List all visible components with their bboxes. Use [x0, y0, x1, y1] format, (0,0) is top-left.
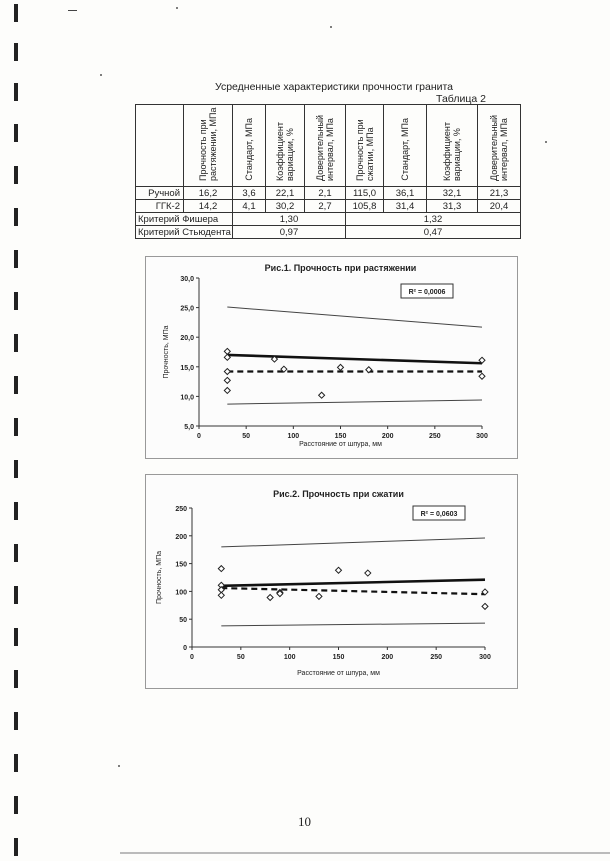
x-tick-label: 250 — [430, 654, 443, 661]
table-cell: 0,97 — [233, 226, 346, 239]
binder-mark — [14, 670, 18, 688]
table-row — [136, 213, 521, 226]
x-tick-label: 50 — [236, 654, 245, 661]
binder-mark — [14, 796, 18, 814]
x-tick-label: 50 — [242, 433, 251, 440]
x-axis-label: Расстояние от шпура, мм — [299, 441, 382, 448]
table-cell: 31,4 — [384, 200, 427, 213]
table-cell: 21,3 — [478, 187, 521, 200]
data-point — [319, 392, 325, 398]
table-caption: Усредненные характеристики прочности гранита — [215, 81, 454, 93]
table-header-cell: Стандарт, МПа — [384, 105, 427, 187]
r2-label: R² = 0,0006 — [408, 289, 446, 296]
scan-speck — [100, 74, 102, 76]
binder-mark — [14, 292, 18, 310]
y-tick-label: 150 — [175, 561, 187, 569]
x-tick-label: 0 — [197, 433, 201, 440]
y-tick-label: 20,0 — [180, 335, 194, 343]
table-cell: 31,3 — [427, 200, 478, 213]
table-header-cell: Доверительный интервал, МПа — [305, 105, 346, 187]
x-tick-label: 150 — [332, 654, 345, 661]
tension-chart — [146, 257, 517, 458]
x-tick-label: 300 — [476, 433, 488, 440]
row-label: ГГК-2 — [136, 200, 184, 213]
binder-mark — [14, 4, 18, 22]
lower-confidence-line — [227, 400, 482, 404]
chart-frame — [145, 474, 518, 689]
y-tick-label: 250 — [175, 506, 187, 513]
upper-confidence-line — [227, 307, 482, 327]
table-number: Таблица 2 — [436, 93, 486, 105]
page-number: 10 — [298, 814, 311, 829]
binder-mark — [14, 166, 18, 184]
table-cell: 36,1 — [384, 187, 427, 200]
strength-table — [135, 104, 521, 239]
x-tick-label: 200 — [381, 654, 394, 661]
table-header-cell: Стандарт, МПа — [233, 105, 266, 187]
x-tick-label: 100 — [287, 433, 300, 440]
table-row — [136, 226, 521, 239]
binder-mark — [14, 754, 18, 772]
binder-mark — [14, 418, 18, 436]
y-axis-label: Прочность, МПа — [163, 325, 170, 379]
table-cell: 14,2 — [184, 200, 233, 213]
r2-label: R² = 0,0603 — [420, 511, 458, 518]
data-point — [365, 570, 371, 576]
y-tick-label: 200 — [175, 533, 187, 541]
binder-mark — [14, 460, 18, 478]
scan-speck — [118, 765, 120, 767]
table-cell: 1,30 — [233, 213, 346, 226]
table-cell: 3,6 — [233, 187, 266, 200]
y-tick-label: 5,0 — [184, 424, 194, 431]
binder-mark — [14, 628, 18, 646]
data-point — [218, 566, 224, 572]
table-cell: 32,1 — [427, 187, 478, 200]
table-header-cell: Коэффициент вариации, % — [427, 105, 478, 187]
row-label: Ручной — [136, 187, 184, 200]
table-cell: 30,2 — [266, 200, 305, 213]
data-point — [479, 373, 485, 379]
mean-trend-line — [221, 580, 485, 586]
table-header-cell: Доверительный интервал, МПа — [478, 105, 521, 187]
data-point — [482, 603, 488, 609]
scan-speck — [176, 7, 178, 9]
y-tick-label: 25,0 — [180, 305, 194, 313]
table-header-row — [136, 105, 521, 187]
binder-mark — [14, 376, 18, 394]
y-tick-label: 30,0 — [180, 276, 194, 283]
table-header-cell: Коэффициент вариации, % — [266, 105, 305, 187]
binder-mark — [14, 43, 18, 61]
y-tick-label: 10,0 — [180, 394, 194, 402]
x-tick-label: 100 — [283, 654, 296, 661]
x-tick-label: 150 — [334, 433, 347, 440]
binder-mark — [14, 544, 18, 562]
row-label: Критерий Стьюдента — [136, 226, 233, 239]
table-cell: 20,4 — [478, 200, 521, 213]
table-cell: 105,8 — [346, 200, 384, 213]
x-tick-label: 200 — [381, 433, 394, 440]
binder-mark — [14, 334, 18, 352]
binder-mark — [14, 838, 18, 856]
data-point — [338, 364, 344, 370]
x-tick-label: 250 — [428, 433, 441, 440]
binder-mark — [14, 586, 18, 604]
chart-title: Рис.1. Прочность при растяжении — [264, 263, 417, 273]
binder-mark — [14, 208, 18, 226]
data-point — [224, 387, 230, 393]
scan-speck — [330, 26, 332, 28]
table-cell: 0,47 — [346, 226, 521, 239]
binder-mark — [14, 83, 18, 101]
binder-mark — [14, 712, 18, 730]
table-cell: 22,1 — [266, 187, 305, 200]
data-point — [224, 377, 230, 383]
table-cell: 16,2 — [184, 187, 233, 200]
data-point — [267, 595, 273, 601]
y-tick-label: 0 — [183, 645, 187, 652]
binder-mark — [14, 502, 18, 520]
binder-mark — [14, 124, 18, 142]
y-tick-label: 15,0 — [180, 364, 194, 372]
table-row — [136, 200, 521, 213]
chart-title: Рис.2. Прочность при сжатии — [273, 489, 404, 499]
scan-speck — [545, 141, 547, 143]
table-cell: 1,32 — [346, 213, 521, 226]
data-point — [218, 592, 224, 598]
table-cell: 4,1 — [233, 200, 266, 213]
table-corner-cell — [136, 105, 184, 187]
y-axis-label: Прочность, МПа — [156, 550, 163, 605]
mean-trend-line — [227, 355, 482, 363]
table-cell: 2,7 — [305, 200, 346, 213]
table-header-cell: Прочность при сжатии, МПа — [346, 105, 384, 187]
table-cell: 115,0 — [346, 187, 384, 200]
compression-chart — [146, 475, 517, 688]
binder-mark — [14, 250, 18, 268]
x-tick-label: 0 — [190, 654, 194, 661]
chart-frame — [145, 256, 518, 459]
data-point — [224, 348, 230, 354]
data-point — [224, 369, 230, 375]
table-cell: 2,1 — [305, 187, 346, 200]
row-label: Критерий Фишера — [136, 213, 233, 226]
table-row — [136, 187, 521, 200]
lower-confidence-line — [221, 623, 485, 626]
x-axis-label: Расстояние от шпура, мм — [297, 670, 380, 677]
y-tick-label: 100 — [175, 589, 187, 597]
data-point — [316, 593, 322, 599]
dashed-trend-line — [221, 588, 485, 594]
page-bottom-edge — [120, 852, 610, 854]
scan-speck — [68, 10, 77, 11]
data-point — [336, 567, 342, 573]
table-header-cell: Прочность при растяжении, МПа — [184, 105, 233, 187]
x-tick-label: 300 — [479, 654, 491, 661]
y-tick-label: 50 — [179, 617, 187, 625]
upper-confidence-line — [221, 538, 485, 547]
